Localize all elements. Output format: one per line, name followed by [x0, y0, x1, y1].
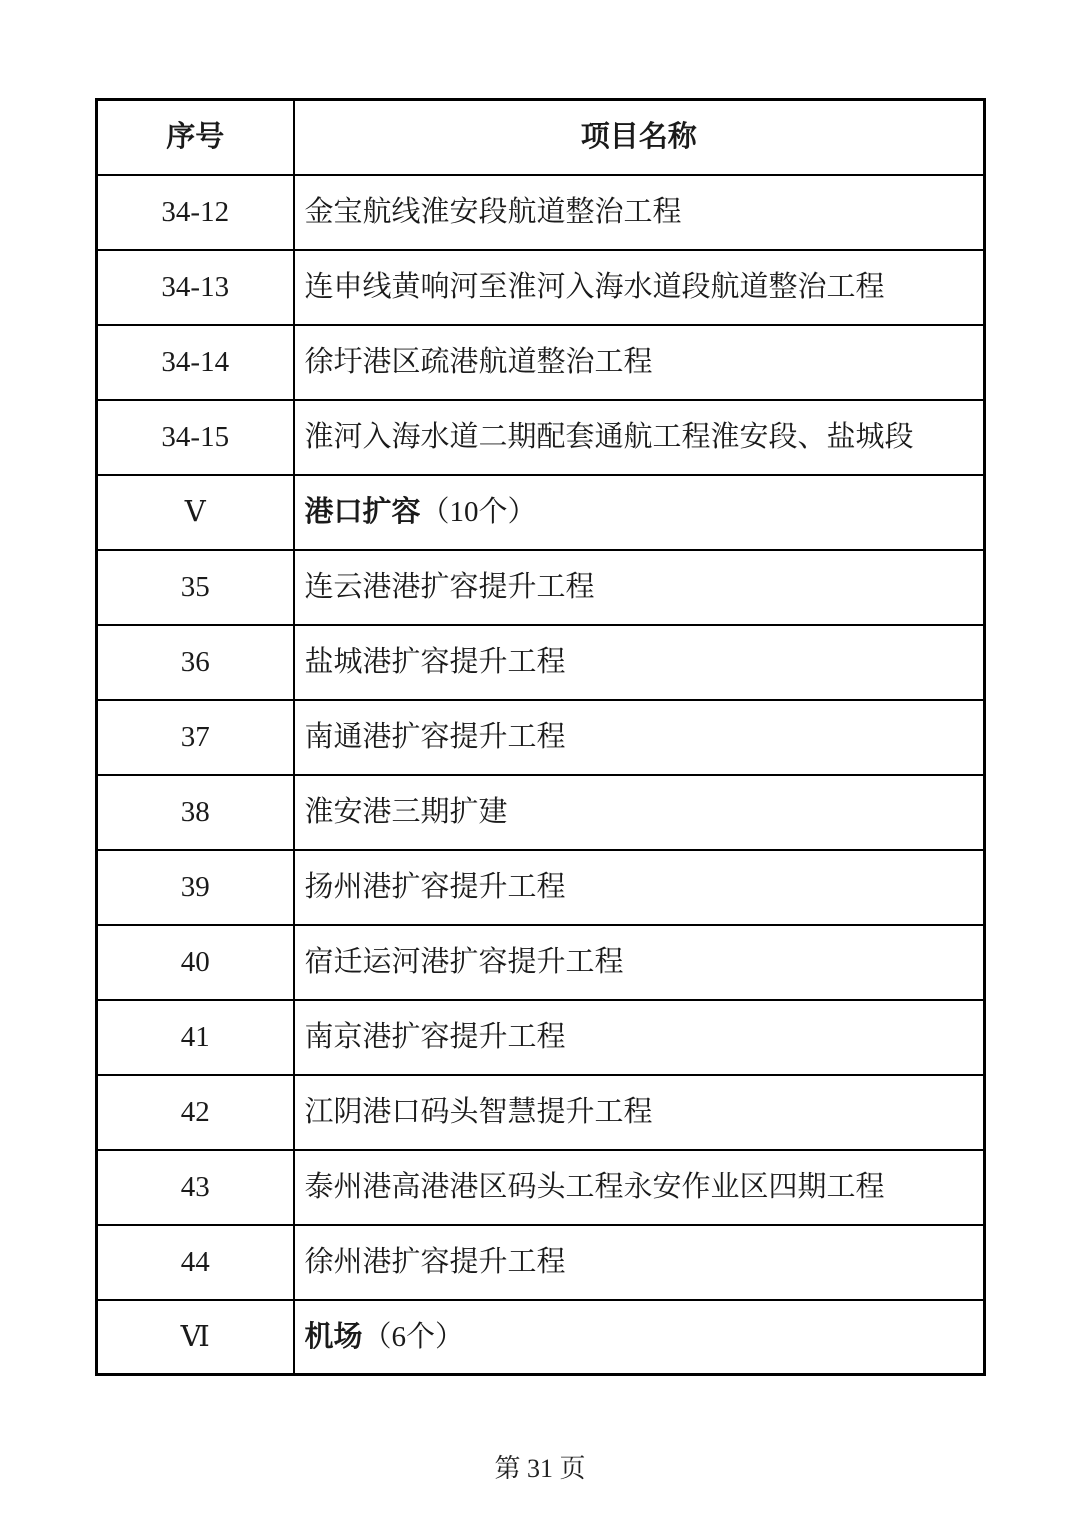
header-serial-number: 序号	[97, 100, 294, 175]
row-number: 44	[97, 1225, 294, 1300]
project-name: 徐州港扩容提升工程	[294, 1225, 985, 1300]
section-number: Ⅵ	[97, 1300, 294, 1375]
row-number: 34-15	[97, 400, 294, 475]
table-row	[97, 1075, 985, 1150]
project-name: 南京港扩容提升工程	[294, 1000, 985, 1075]
table-row	[97, 400, 985, 475]
table-row	[97, 1225, 985, 1300]
project-name: 连申线黄响河至淮河入海水道段航道整治工程	[294, 250, 985, 325]
table-section-row	[97, 475, 985, 550]
section-title: 港口扩容	[304, 495, 421, 528]
row-number: 34-13	[97, 250, 294, 325]
project-name: 江阴港口码头智慧提升工程	[294, 1075, 985, 1150]
table-row	[97, 775, 985, 850]
row-number: 35	[97, 550, 294, 625]
row-number: 40	[97, 925, 294, 1000]
row-number: 43	[97, 1150, 294, 1225]
section-title-cell	[294, 1300, 985, 1375]
table-row	[97, 325, 985, 400]
row-number: 34-12	[97, 175, 294, 250]
project-name: 宿迁运河港扩容提升工程	[294, 925, 985, 1000]
project-name: 泰州港高港港区码头工程永安作业区四期工程	[294, 1150, 985, 1225]
project-name: 淮安港三期扩建	[294, 775, 985, 850]
section-title-cell	[294, 475, 985, 550]
row-number: 37	[97, 700, 294, 775]
table-row	[97, 625, 985, 700]
header-project-name: 项目名称	[294, 100, 985, 175]
table-section-row	[97, 1300, 985, 1375]
project-name: 南通港扩容提升工程	[294, 700, 985, 775]
table-row	[97, 925, 985, 1000]
row-number: 38	[97, 775, 294, 850]
project-name: 徐圩港区疏港航道整治工程	[294, 325, 985, 400]
row-number: 41	[97, 1000, 294, 1075]
project-name: 淮河入海水道二期配套通航工程淮安段、盐城段	[294, 400, 985, 475]
row-number: 42	[97, 1075, 294, 1150]
table-row	[97, 250, 985, 325]
section-count: （10个）	[420, 495, 537, 528]
project-table	[95, 98, 986, 1376]
table-header-row	[97, 100, 985, 175]
project-name: 金宝航线淮安段航道整治工程	[294, 175, 985, 250]
section-count: （6个）	[362, 1320, 465, 1353]
table-row	[97, 550, 985, 625]
row-number: 39	[97, 850, 294, 925]
table-row	[97, 1000, 985, 1075]
project-name: 盐城港扩容提升工程	[294, 625, 985, 700]
table-row	[97, 175, 985, 250]
row-number: 36	[97, 625, 294, 700]
project-name: 扬州港扩容提升工程	[294, 850, 985, 925]
page-number: 第 31 页	[494, 1454, 586, 1483]
project-name: 连云港港扩容提升工程	[294, 550, 985, 625]
section-number: Ⅴ	[97, 475, 294, 550]
table-row	[97, 700, 985, 775]
table-row	[97, 1150, 985, 1225]
section-title: 机场	[304, 1320, 363, 1353]
row-number: 34-14	[97, 325, 294, 400]
table-row	[97, 850, 985, 925]
